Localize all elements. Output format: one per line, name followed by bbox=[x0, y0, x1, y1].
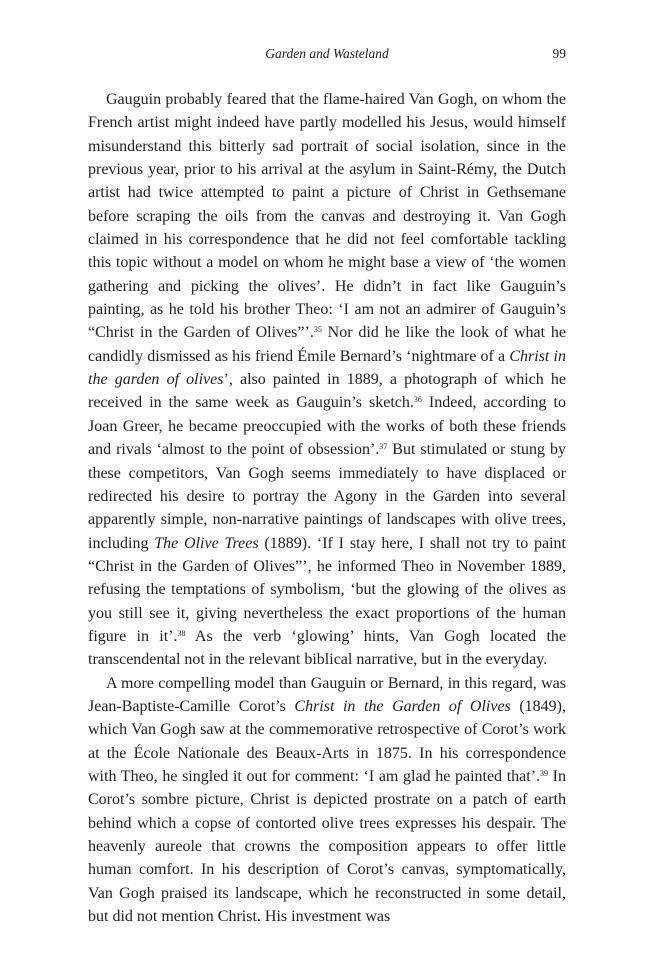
paragraph bbox=[88, 672, 566, 929]
text-run: In Corot’s sombre picture, Christ is depicted prostrate on a patch of earth behind which a copse of contorted olive trees expresses his despair. The heavenly aureole that crowns the composition appears to offer little human comfort. In his description of Corot’s canvas, symptomatically, Van Gogh praised its landscape, which he reconstructed in some detail, but did not mention Christ. His investment was bbox=[88, 767, 567, 926]
text-run: A more compelling model than Gauguin or Bernard, in this regard, was Jean-Baptiste-Camille Corot’s bbox=[88, 674, 566, 715]
running-title: Garden and Wasteland bbox=[265, 46, 389, 61]
italic-title: Christ in the garden of olives bbox=[88, 347, 566, 389]
italic-title: The Olive Trees bbox=[154, 534, 259, 552]
text-run: (1889). ‘If I stay here, I shall not try to paint “Christ in the Garden of Olives”’, he informed Theo in November 1889, refusing the temptations of symbolism, ‘but the glowing of the olives as you still see it, giving nevertheless the exact proportions of the human figure in it’. bbox=[88, 534, 566, 645]
paragraph bbox=[88, 88, 566, 672]
text-run: Gauguin probably feared that the flame-haired Van Gogh, on whom the French artist might indeed have partly modelled his Jesus, would himself misunderstand this bitterly sad portrait of social isolation, since in the previous year, prior to his arrival at the asylum in Saint-Rémy, the Dutch artist had twice attempted to paint a picture of Christ in Gethsemane before scraping the oils from the canvas and destroying it. Van Gogh claimed in his correspondence that he did not feel comfortable tackling this topic without a model on whom he might base a view of ‘the women gathering and picking the olives’. He didn’t in fact like Gauguin’s painting, as he told his brother Theo: ‘I am not an admirer of Gauguin’s “Christ in the Garden of Olives”’. bbox=[88, 91, 566, 342]
page-number: 99 bbox=[552, 46, 566, 61]
footnote-reference: 36 bbox=[413, 395, 422, 405]
italic-title: Christ in the Garden of Olives bbox=[294, 697, 511, 715]
text-run: Indeed, according to Joan Greer, he became preoccupied with the works of both these friends and rivals ‘almost to the point of obsession’. bbox=[88, 394, 566, 459]
text-run: But stimulated or stung by these competitors, Van Gogh seems immediately to have displaced or redirected his desire to portray the Agony in the Garden into several apparently simple, non-narrative paintings of landscapes with olive trees, including bbox=[88, 441, 566, 552]
text-run: As the verb ‘glowing’ hints, Van Gogh located the transcendental not in the relevant biblical narrative, but in the everyday. bbox=[88, 627, 567, 669]
text-run: (1849), which Van Gogh saw at the commemorative retrospective of Corot’s work at the École Nationale des Beaux-Arts in 1875. In his correspondence with Theo, he singled it out for comment: ‘I am glad he painted that’. bbox=[88, 697, 567, 785]
footnote-reference: 39 bbox=[540, 768, 549, 778]
text-run: ’, also painted in 1889, a photograph of which he received in the same week as Gauguin’s sketch. bbox=[88, 371, 566, 412]
footnote-reference: 38 bbox=[177, 628, 186, 638]
footnote-reference: 37 bbox=[379, 441, 388, 451]
text-run: Nor did he like the look of what he candidly dismissed as his friend Émile Bernard’s ‘nightmare of a bbox=[88, 324, 567, 365]
footnote-reference: 35 bbox=[313, 325, 322, 335]
running-head bbox=[88, 44, 566, 64]
body-text bbox=[88, 88, 566, 928]
